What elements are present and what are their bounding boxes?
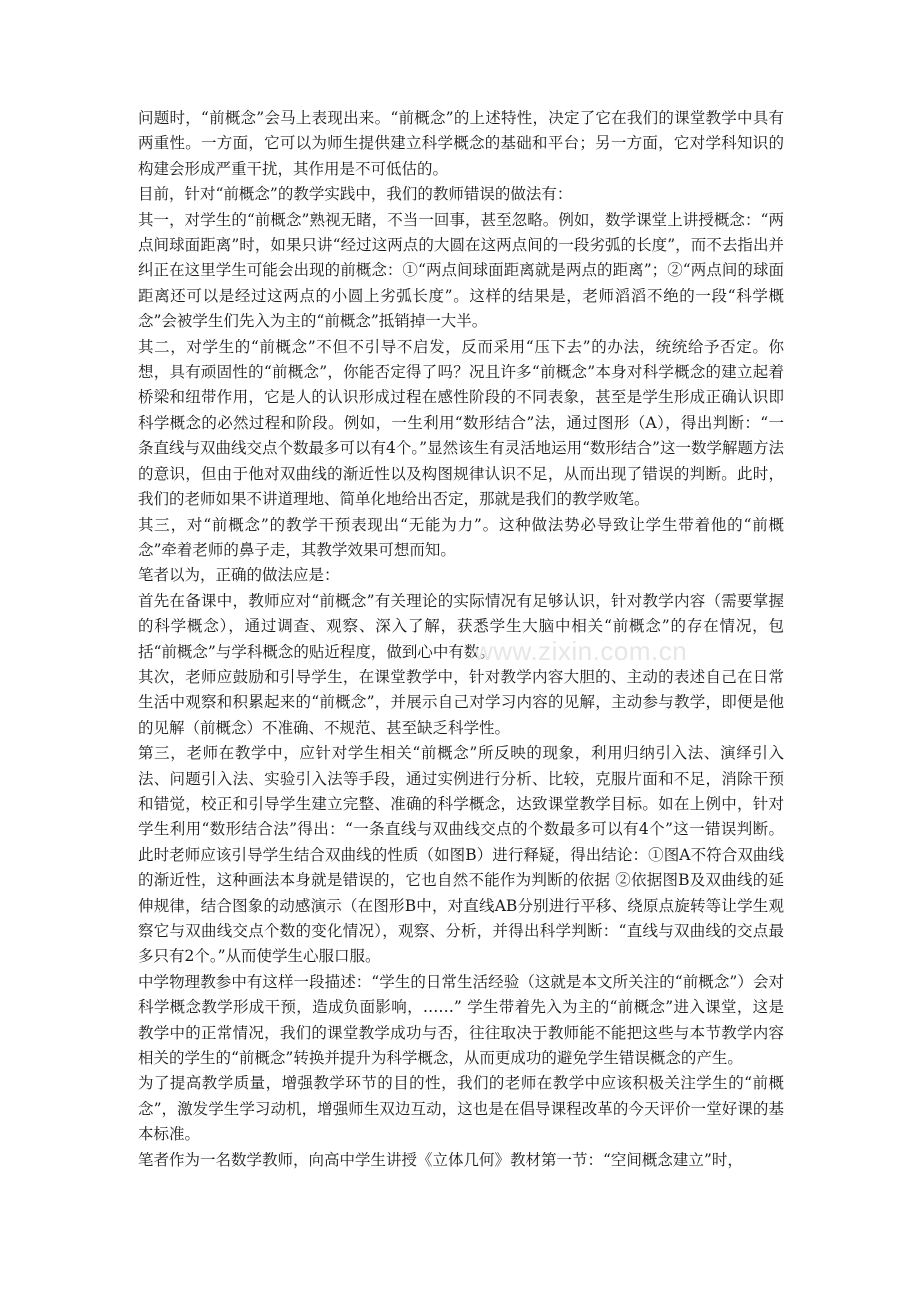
paragraph: 为了提高教学质量，增强教学环节的目的性，我们的老师在教学中应该积极关注学生的“前概念”，激发学生学习动机，增强师生双边互动，这也是在倡导课程改革的今天评价一堂好课的基本标准。 (138, 1074, 784, 1144)
paragraph: 中学物理教参中有这样一段描述：“学生的日常生活经验（这就是本文所关注的“前概念”）会对科学概念教学形成干预，造成负面影响，……” 学生带着先入为主的“前概念”进入课堂，这是教学中的正常情况，我们的课堂教学成功与否，往往取决于教师能不能把这些与本节教学内容相关的学生的“前概念”转换并提升为科学概念，从而更成功的避免学生错误概念的产生。 (138, 972, 784, 1068)
paragraph: 问题时，“前概念”会马上表现出来。“前概念”的上述特性，决定了它在我们的课堂教学中具有两重性。一方面，它可以为师生提供建立科学概念的基础和平台；另一方面，它对学科知识的构建会形成严重干扰，其作用是不可低估的。 (138, 109, 784, 178)
paragraph: 笔者以为，正确的做法应是： (138, 566, 340, 585)
paragraph: 首先在备课中，教师应对“前概念”有关理论的实际情况有足够认识，针对教学内容（需要掌握的科学概念），通过调查、观察、深入了解，获悉学生大脑中相关“前概念”的存在情况，包括“前概念”与学科概念的贴近程度，做到心中有数。 (138, 591, 784, 661)
paragraph: 笔者作为一名数学教师，向高中学生讲授《立体几何》教材第一节：“空间概念建立”时， (138, 1150, 743, 1169)
paragraph: 目前，针对“前概念”的教学实践中，我们的教师错误的做法有： (138, 185, 573, 204)
document-body (138, 106, 784, 1173)
paragraph: 其次，老师应鼓励和引导学生，在课堂教学中，针对教学内容大胆的、主动的表述自己在日常生活中观察和积累起来的“前概念”，并展示自己对学习内容的见解，主动参与教学，即便是他的见解（前概念）不准确、不规范、甚至缺乏科学性。 (138, 667, 784, 737)
paragraph: 第三，老师在教学中，应针对学生相关“前概念”所反映的现象，利用归纳引入法、演绎引入法、问题引入法、实验引入法等手段，通过实例进行分析、比较，克服片面和不足，消除干预和错觉，校正和引导学生建立完整、准确的科学概念，达致课堂教学目标。如在上例中，针对学生利用“数形结合法”得出：“一条直线与双曲线交点的个数最多可以有4个”这一错误判断。此时老师应该引导学生结合双曲线的性质（如图B）进行释疑，得出结论：①图A不符合双曲线的渐近性，这种画法本身就是错误的，它也自然不能作为判断的依据 ②依据图B及双曲线的延伸规律，结合图象的动感演示（在图形B中，对直线AB分别进行平移、绕原点旋转等让学生观察它与双曲线交点个数的变化情况），观察、分析，并得出科学判断：“直线与双曲线的交点最多只有2个。”从而使学生心服口服。 (138, 744, 784, 966)
paragraph: 其二，对学生的“前概念”不但不引导不启发，反而采用“压下去”的办法，统统给予否定。你想，具有顽固性的“前概念”，你能否定得了吗？况且许多“前概念”本身对科学概念的建立起着桥梁和纽带作用，它是人的认识形成过程在感性阶段的不同表象，甚至是学生形成正确认识即科学概念的必然过程和阶段。例如，一生利用“数形结合”法，通过图形（A），得出判断：“一条直线与双曲线交点个数最多可以有4个。”显然该生有灵活地运用“数形结合”这一数学解题方法的意识，但由于他对双曲线的渐近性以及构图规律认识不足，从而出现了错误的判断。此时，我们的老师如果不讲道理地、简单化地给出否定，那就是我们的教学败笔。 (138, 337, 784, 509)
watermark: www.zixin.com.cn (474, 636, 688, 666)
paragraph: 其三，对“前概念”的教学干预表现出“无能为力”。这种做法势必导致让学生带着他的“前概念”牵着老师的鼻子走，其教学效果可想而知。 (138, 515, 784, 559)
paragraph: 其一，对学生的“前概念”熟视无睹，不当一回事，甚至忽略。例如，数学课堂上讲授概念：“两点间球面距离”时，如果只讲“经过这两点的大圆在这两点间的一段劣弧的长度”，而不去指出并纠正在这里学生可能会出现的前概念：①“两点间球面距离就是两点的距离”；②“两点间的球面距离还可以是经过这两点的小圆上劣弧长度”。这样的结果是，老师滔滔不绝的一段“科学概念”会被学生们先入为主的“前概念”抵销掉一大半。 (138, 210, 784, 331)
